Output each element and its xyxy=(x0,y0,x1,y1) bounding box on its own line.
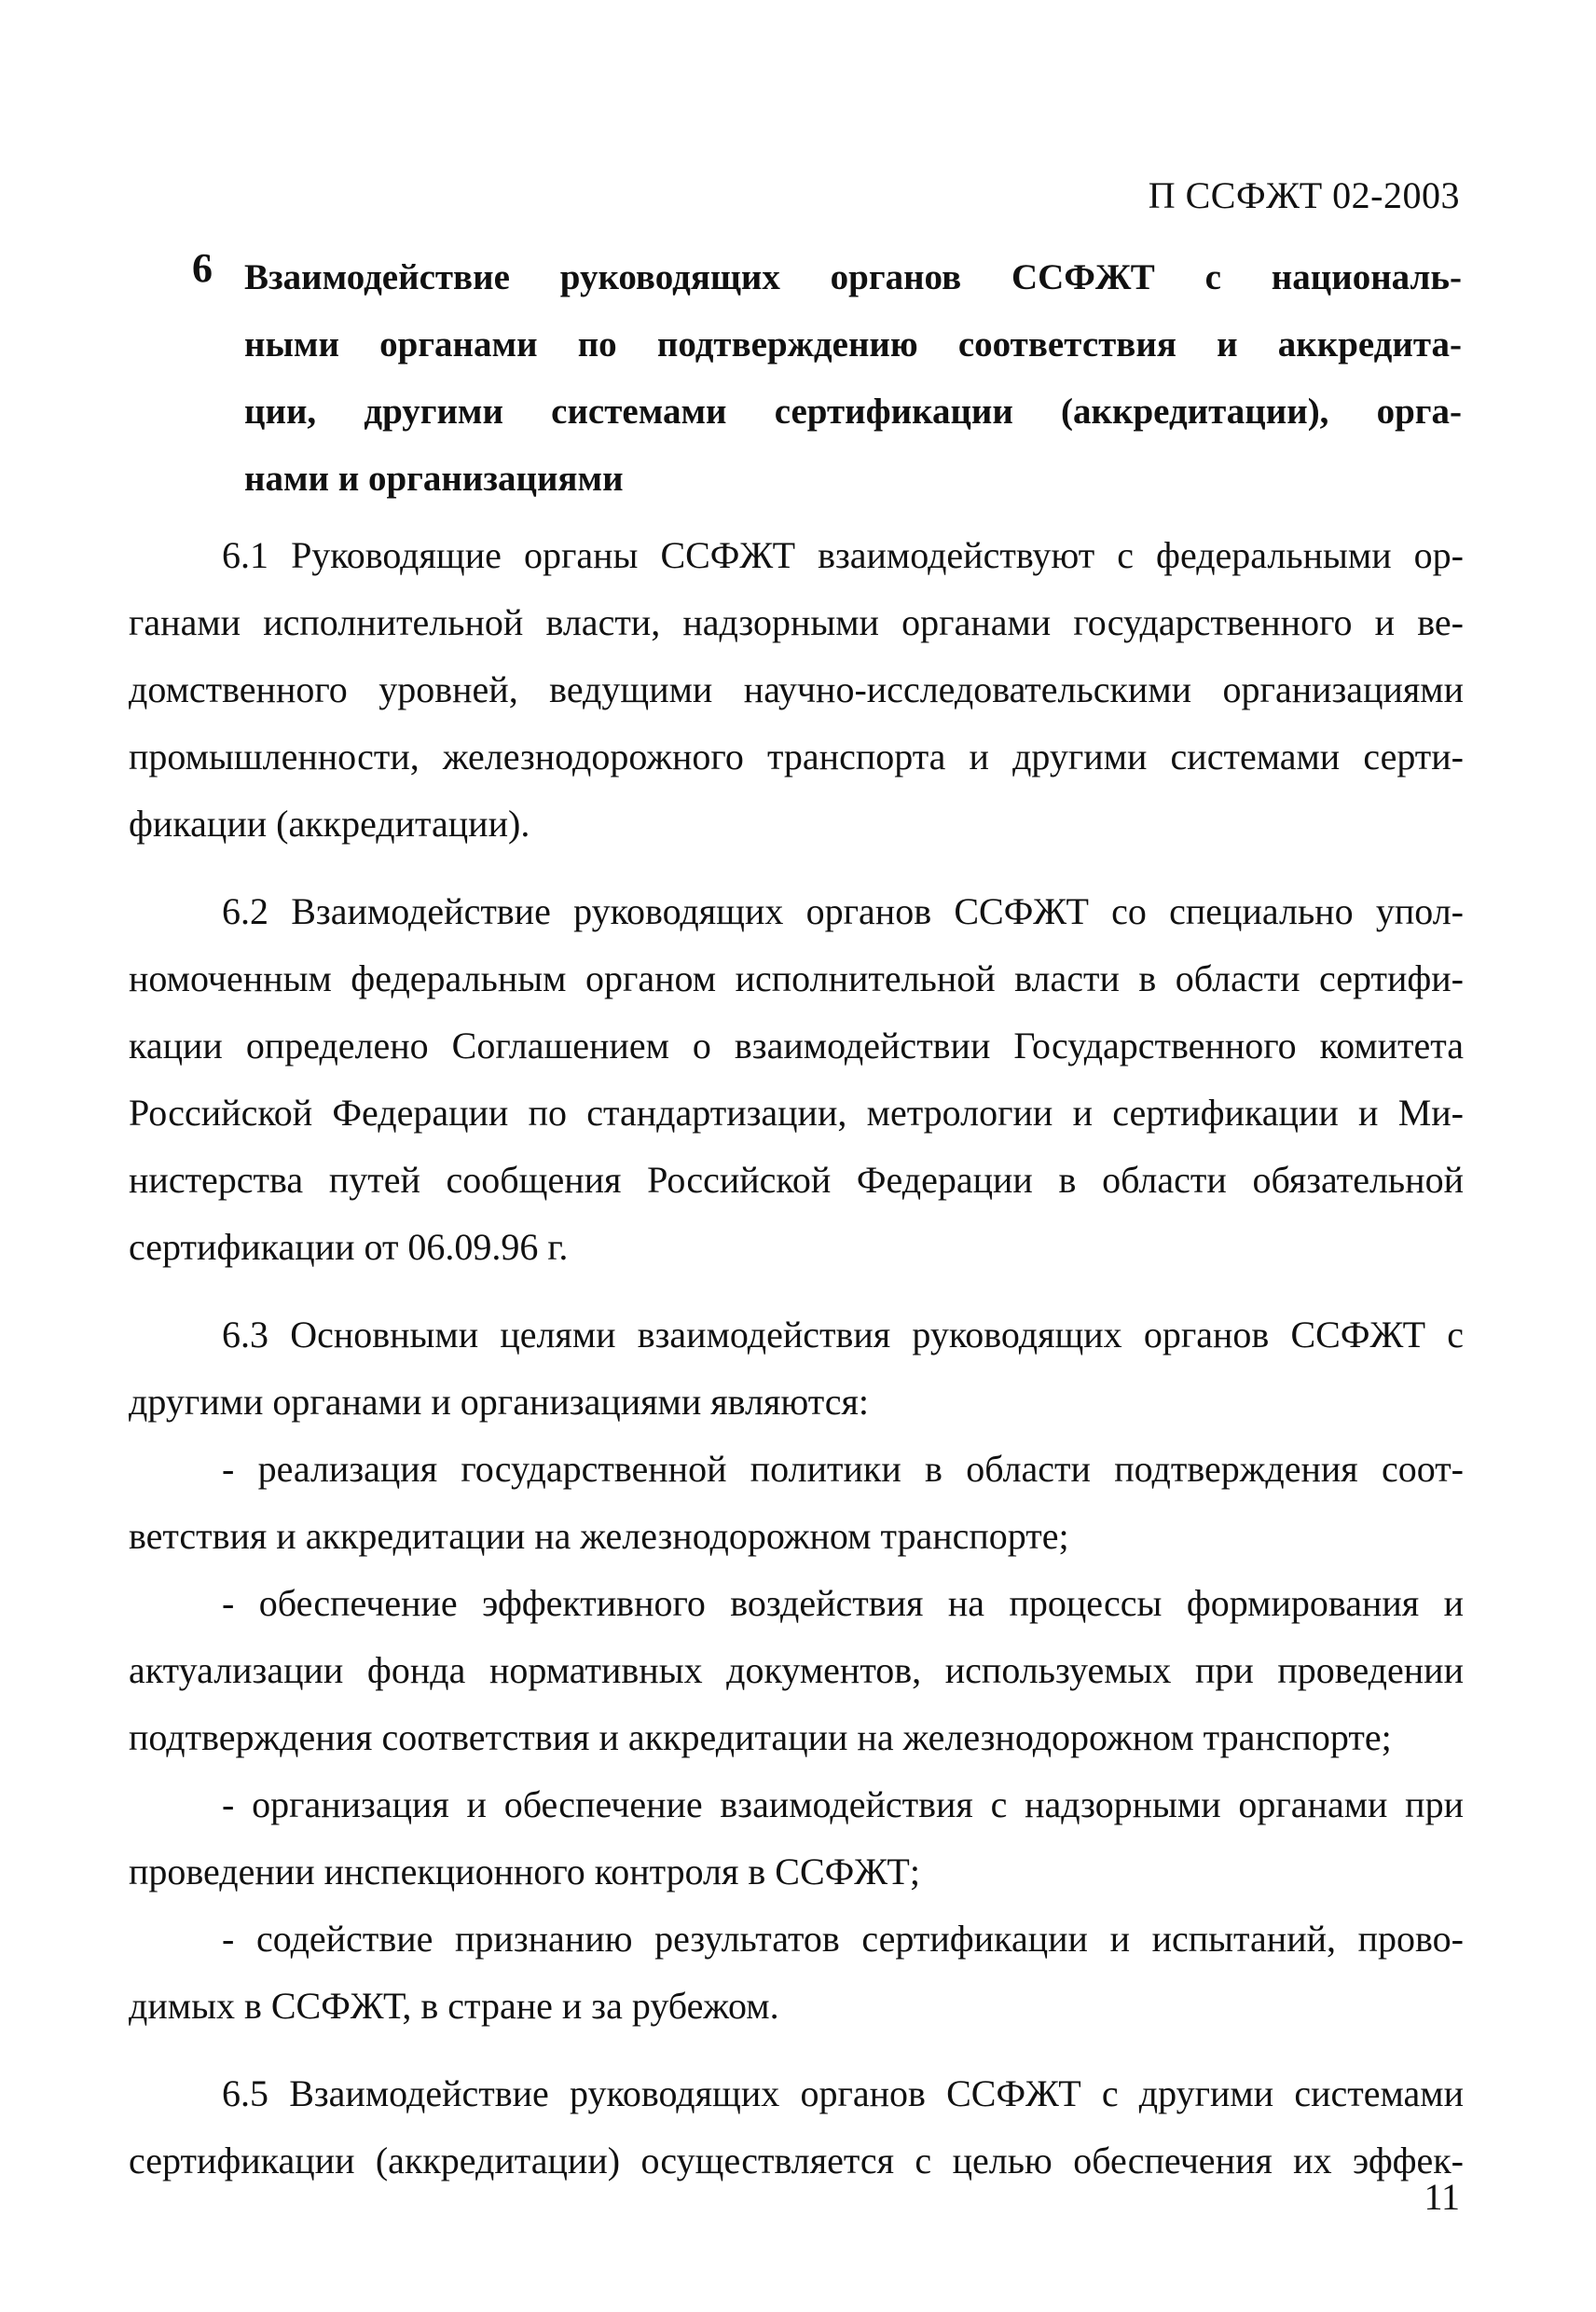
text-line: нистерства путей сообщения Российской Федерации в области обязательной xyxy=(129,1159,1464,1201)
section-heading xyxy=(192,244,1462,513)
list-item-goal xyxy=(129,1771,1464,1906)
page-number: 11 xyxy=(1424,2176,1460,2218)
text-line: другими органами и организациями являются: xyxy=(129,1381,869,1423)
text-line: Российской Федерации по стандартизации, метрологии и сертификации и Ми- xyxy=(129,1092,1464,1134)
paragraph-6-2 xyxy=(129,878,1464,1281)
section-number: 6 xyxy=(192,245,213,291)
text-line: 6.3 Основными целями взаимодействия руководящих органов ССФЖТ с xyxy=(222,1314,1464,1356)
paragraph-6-5 xyxy=(129,2060,1464,2195)
section-title-line: ции, другими системами сертификации (аккредитации), орга- xyxy=(244,392,1462,432)
section-title-line: ными органами по подтверждению соответствия и аккредита- xyxy=(244,324,1462,365)
text-line: - содействие признанию результатов сертификации и испытаний, прово- xyxy=(222,1918,1464,1960)
text-line: актуализации фонда нормативных документов, используемых при проведении xyxy=(129,1649,1464,1691)
text-line: подтверждения соответствия и аккредитации на железнодорожном транспорте; xyxy=(129,1716,1392,1758)
text-line: номоченным федеральным органом исполнительной власти в области сертифи- xyxy=(129,957,1464,999)
section-title-line: Взаимодействие руководящих органов ССФЖТ с националь- xyxy=(244,257,1462,297)
text-line: ветствия и аккредитации на железнодорожном транспорте; xyxy=(129,1515,1069,1557)
text-line: проведении инспекционного контроля в ССФЖТ; xyxy=(129,1851,920,1892)
text-line: ганами исполнительной власти, надзорными органами государственного и ве- xyxy=(129,601,1464,643)
text-line: сертификации от 06.09.96 г. xyxy=(129,1226,569,1268)
text-line: - реализация государственной политики в области подтверждения соот- xyxy=(222,1448,1464,1490)
document-code: П ССФЖТ 02-2003 xyxy=(1148,174,1460,216)
text-line: - обеспечение эффективного воздействия на процессы формирования и xyxy=(222,1582,1464,1624)
paragraph-6-1 xyxy=(129,522,1464,858)
list-item-goal xyxy=(129,1570,1464,1771)
text-line: - организация и обеспечение взаимодействия с надзорными органами при xyxy=(222,1783,1464,1825)
text-line: фикации (аккредитации). xyxy=(129,803,530,845)
section-title-line: нами и организациями xyxy=(244,459,624,499)
text-line: димых в ССФЖТ, в стране и за рубежом. xyxy=(129,1985,779,2027)
text-line: 6.5 Взаимодействие руководящих органов ССФЖТ с другими системами xyxy=(222,2072,1464,2114)
list-item-goal xyxy=(129,1436,1464,1570)
text-line: домственного уровней, ведущими научно-исследовательскими организациями xyxy=(129,668,1464,710)
text-line: кации определено Соглашением о взаимодействии Государственного комитета xyxy=(129,1025,1464,1067)
text-line: промышленности, железнодорожного транспорта и другими системами серти- xyxy=(129,736,1464,778)
text-line: сертификации (аккредитации) осуществляется с целью обеспечения их эффек- xyxy=(129,2140,1464,2181)
paragraph-6-3 xyxy=(129,1301,1464,1436)
list-item-goal xyxy=(129,1906,1464,2040)
text-line: 6.2 Взаимодействие руководящих органов ССФЖТ со специально упол- xyxy=(222,890,1464,932)
body-text xyxy=(129,522,1464,2195)
text-line: 6.1 Руководящие органы ССФЖТ взаимодействуют с федеральными ор- xyxy=(222,534,1464,576)
